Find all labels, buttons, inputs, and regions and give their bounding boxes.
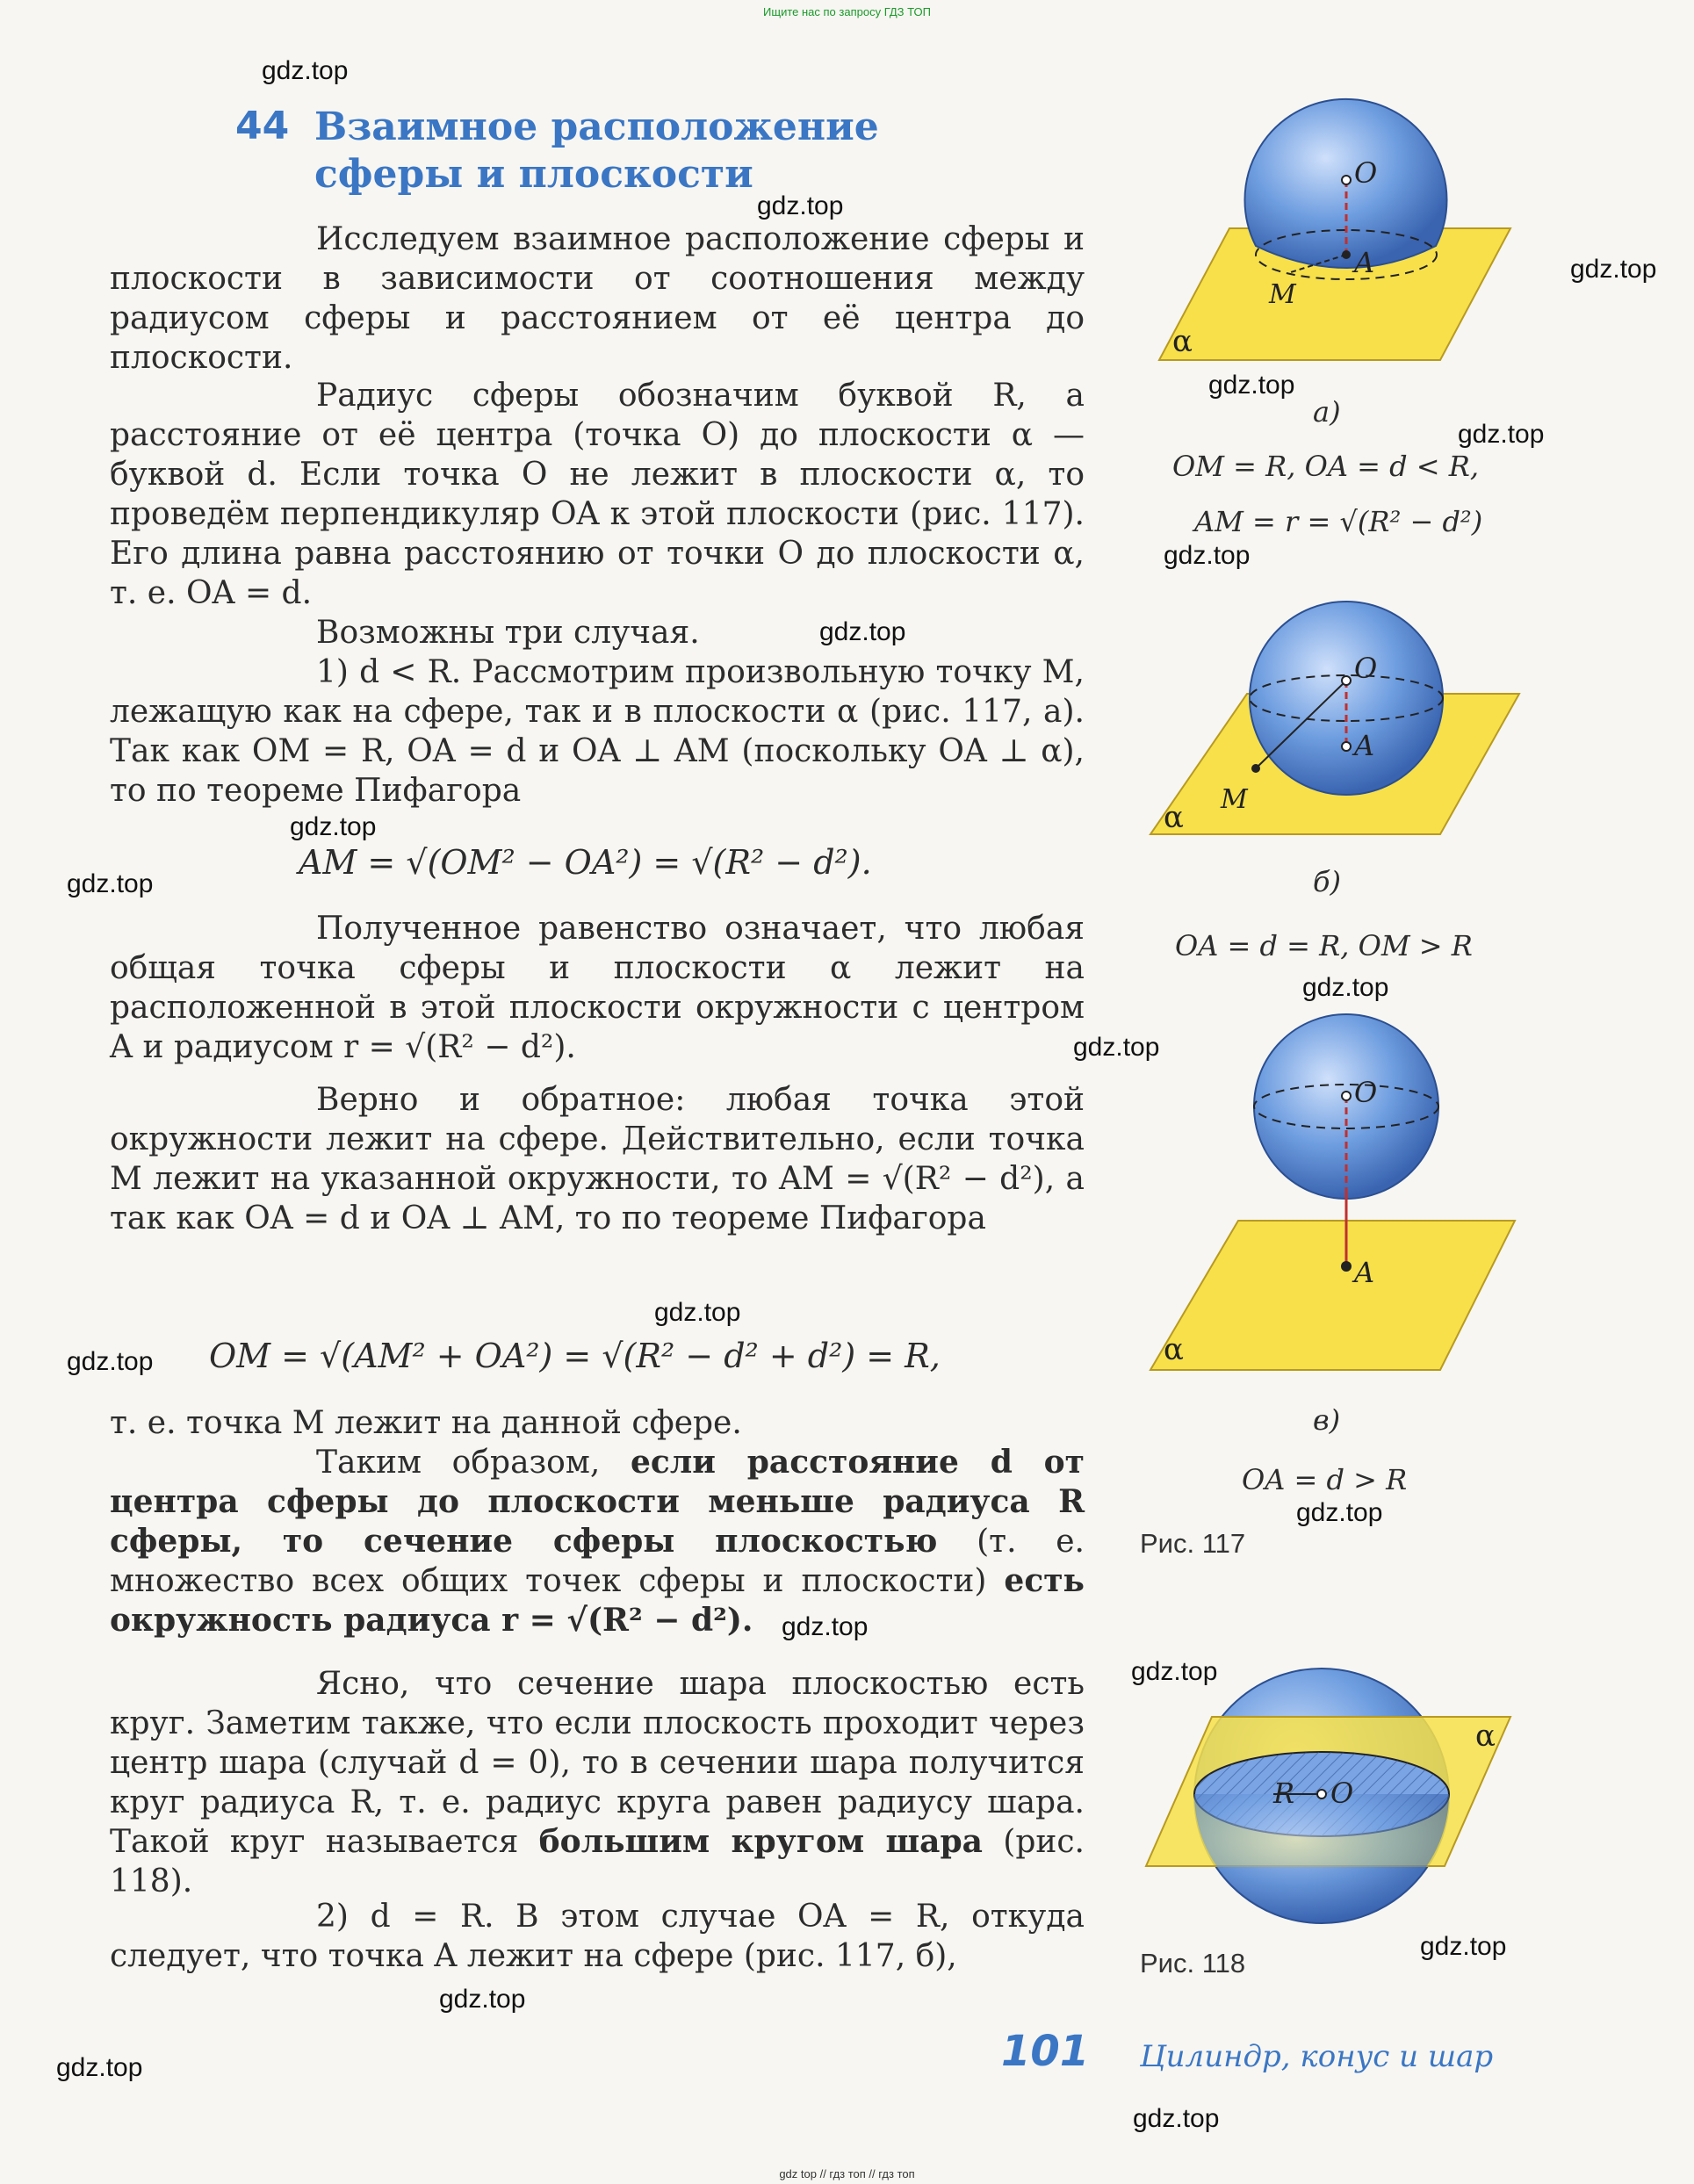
label-a: A [1354, 729, 1375, 762]
watermark: gdz.top [56, 2053, 143, 2082]
title-line-2: сферы и плоскости [314, 152, 753, 197]
watermark: gdz.top [1458, 420, 1545, 449]
label-alpha: α [1172, 324, 1193, 359]
plane-alpha [1150, 1221, 1515, 1370]
figure-117c [1124, 1010, 1528, 1379]
label-alpha: α [1164, 1332, 1184, 1367]
page-number: 101 [1001, 2027, 1090, 2076]
watermark: gdz.top [1570, 255, 1657, 284]
great-circle-term: большим кругом шара [538, 1823, 984, 1860]
watermark: gdz.top [1208, 371, 1295, 400]
watermark: gdz.top [262, 56, 349, 85]
section-number: 44 [235, 104, 290, 148]
paragraph-conclusion: т. е. точка M лежит на данной сфере. [110, 1405, 742, 1441]
watermark: gdz.top [1302, 973, 1389, 1002]
watermark: gdz.top [1131, 1657, 1218, 1686]
label-o: O [1354, 156, 1378, 190]
fig-b-eq: OA = d = R, OM > R [1175, 929, 1473, 962]
label-alpha: α [1475, 1719, 1496, 1754]
figure-117b [1124, 597, 1528, 861]
label-o: O [1354, 1076, 1378, 1109]
fig-a-eq1: OM = R, OA = d < R, [1172, 450, 1479, 483]
label-a: A [1354, 246, 1375, 279]
watermark: gdz.top [654, 1298, 741, 1327]
section-title [314, 104, 879, 198]
watermark: gdz.top [1420, 1932, 1507, 1961]
watermark: gdz.top [439, 1985, 526, 2014]
fig-a-label: а) [1313, 395, 1341, 429]
watermark: gdz.top [290, 812, 377, 841]
paragraph-great-circle [110, 1664, 1085, 1901]
label-r: R [1273, 1777, 1295, 1810]
theorem-bold-2: есть окружность радиуса r = √(R² − d²). [110, 1562, 1085, 1639]
great-circle-end: (рис. 118). [110, 1824, 1085, 1899]
paragraph-converse: Верно и обратное: любая точка этой окружности лежит на сфере. Действительно, если точка M лежит на указанной окружности, то AM = √(R² − d²), а так как OA = d и OA ⊥ AM, то по теореме Пифагора [110, 1082, 1085, 1236]
watermark: gdz.top [782, 1612, 869, 1641]
paragraph-circle: Полученное равенство означает, что любая общая точка сферы и плоскости α лежит на расположенной в этой плоскости окружности с центром A и радиусом r = √(R² − d²). [110, 911, 1085, 1065]
figure-117a [1124, 97, 1528, 386]
theorem-bold-1: если расстояние d от центра сферы до плоскости меньше радиуса R сферы, то сечение сферы плоскостью [110, 1444, 1085, 1560]
caption-fig-118: Рис. 118 [1140, 1948, 1246, 1979]
watermark: gdz.top [67, 1347, 154, 1376]
paragraph-intro: Исследуем взаимное расположение сферы и плоскости в зависимости от соотношения между радиусом сферы и расстоянием от её центра до плоскости. [110, 221, 1085, 376]
watermark: gdz.top [819, 617, 906, 646]
theorem-text: Таким образом, [316, 1445, 631, 1481]
watermark: gdz.top [1296, 1498, 1383, 1527]
theorem-text-2: (т. е. множество всех общих точек сферы и плоскости) [110, 1524, 1085, 1599]
watermark: gdz.top [757, 191, 844, 220]
label-o: O [1330, 1777, 1354, 1810]
paragraph-case-1: 1) d < R. Рассмотрим произвольную точку M, лежащую как на сфере, так и в плоскости α (рис. 117, а). Так как OM = R, OA = d и OA ⊥ AM (поскольку OA ⊥ α), то по теореме Пифагора [110, 654, 1085, 809]
watermark: gdz.top [1164, 541, 1251, 570]
label-o: O [1354, 652, 1378, 685]
fig-a-eq2: AM = r = √(R² − d²) [1194, 505, 1483, 538]
figure-118 [1142, 1655, 1519, 1936]
paragraph-three-cases: Возможны три случая. [316, 615, 700, 651]
watermark: gdz.top [1073, 1033, 1160, 1062]
title-line-1: Взаимное расположение [314, 105, 879, 149]
fig-c-eq: OA = d > R [1242, 1463, 1408, 1496]
label-alpha: α [1164, 800, 1184, 835]
top-note: Ищите нас по запросу ГДЗ ТОП [763, 5, 931, 18]
watermark: gdz.top [1133, 2104, 1220, 2133]
caption-fig-117: Рис. 117 [1140, 1528, 1246, 1559]
paragraph-notation: Радиус сферы обозначим буквой R, а расстояние от её центра (точка O) до плоскости α — буквой d. Если точка O не лежит в плоскости α, то проведём перпендикуляр OA к этой плоскости (рис. 117). Его длина равна расстоянию от точки O до плоскости α, т. е. OA = d. [110, 378, 1085, 611]
formula-am: AM = √(OM² − OA²) = √(R² − d²). [299, 843, 872, 882]
watermark: gdz.top [67, 869, 154, 898]
fig-b-label: б) [1313, 865, 1342, 898]
fig-c-label: в) [1313, 1403, 1341, 1437]
label-m: M [1221, 784, 1248, 815]
paragraph-theorem [110, 1443, 1085, 1640]
bottom-note: gdz top // гдз топ // гдз топ [779, 2167, 915, 2180]
paragraph-case-2: 2) d = R. В этом случае OA = R, откуда следует, что точка A лежит на сфере (рис. 117, б), [110, 1899, 1085, 1974]
formula-om: OM = √(AM² + OA²) = √(R² − d² + d²) = R, [209, 1337, 941, 1375]
chapter-title: Цилиндр, конус и шар [1140, 2039, 1494, 2074]
great-circle-text: Ясно, что сечение шара плоскостью есть круг. Заметим также, что если плоскость проходит через центр шара (случай d = 0), то в сечении шара получится круг радиуса R, т. е. радиус круга равен радиусу шара. Такой круг называется [110, 1666, 1085, 1860]
label-a: A [1354, 1256, 1375, 1289]
label-m: M [1269, 279, 1296, 310]
